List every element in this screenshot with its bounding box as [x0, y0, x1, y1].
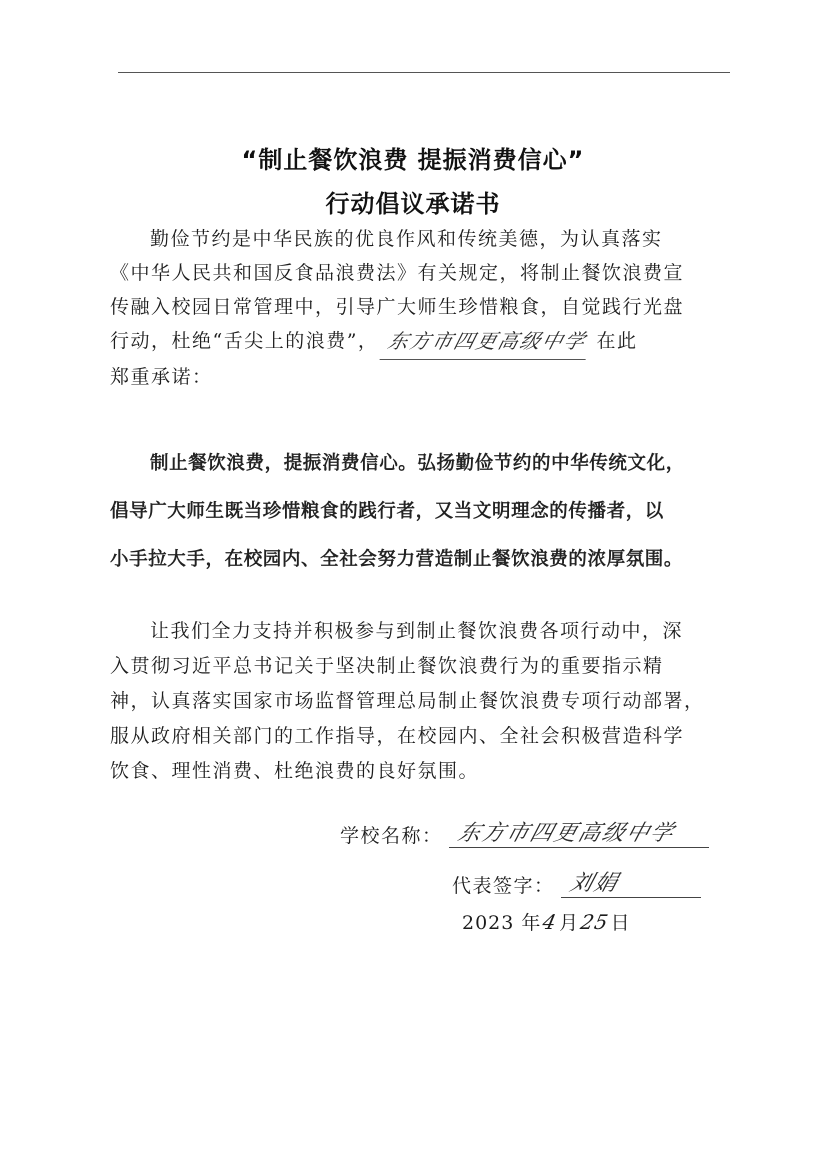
representative-row — [452, 866, 701, 898]
page-subtitle: 行动倡议承诺书 — [325, 190, 501, 218]
paragraph-line: 郑重承诺： — [110, 366, 213, 388]
top-rule — [118, 72, 730, 73]
paragraph-line — [110, 324, 720, 360]
school-name-row — [340, 816, 709, 848]
paragraph-call-to-action — [110, 614, 720, 789]
paragraph-line: 入贯彻习近平总书记关于坚决制止餐饮浪费行为的重要指示精 — [110, 655, 664, 677]
paragraph-line-end: 在此 — [596, 330, 638, 352]
paragraph-line: 小手拉大手，在校园内、全社会努力营造制止餐饮浪费的浓厚氛围。 — [110, 549, 684, 570]
date-row — [462, 908, 631, 935]
paragraph-line: 神，认真落实国家市场监督管理总局制止餐饮浪费专项行动部署， — [110, 690, 705, 712]
paragraph-line: 饮食、理性消费、杜绝浪费的良好氛围。 — [110, 760, 480, 782]
inline-school-signature — [384, 324, 590, 360]
page-title: “制止餐饮浪费 提振消费信心” — [241, 146, 585, 174]
date-month-unit: 月 — [559, 912, 580, 934]
paragraph-commitment — [110, 440, 720, 584]
handwritten-school-signature: 东方市四更高级中学 — [454, 821, 678, 846]
school-name-field — [449, 816, 709, 848]
date-month-handwritten: 4 — [540, 910, 560, 934]
date-day-handwritten: 25 — [578, 910, 612, 934]
handwritten-school-name: 东方市四更高级中学 — [380, 324, 595, 360]
school-name-label: 学校名称： — [340, 825, 443, 847]
date-year: 2023 年 — [462, 912, 542, 934]
paragraph-line: 制止餐饮浪费，提振消费信心。弘扬勤俭节约的中华传统文化， — [150, 453, 685, 474]
paragraph-line: 传融入校园日常管理中，引导广大师生珍惜粮食，自觉践行光盘 — [110, 296, 685, 318]
paragraph-line-start: 行动，杜绝“舌尖上的浪费”， — [110, 330, 379, 352]
paragraph-intro — [110, 222, 720, 394]
paragraph-line: 服从政府相关部门的工作指导，在校园内、全社会积极营造科学 — [110, 725, 685, 747]
paragraph-line: 勤俭节约是中华民族的优良作风和传统美德，为认真落实 — [150, 228, 663, 250]
paragraph-line: 让我们全力支持并积极参与到制止餐饮浪费各项行动中，深 — [150, 620, 684, 642]
representative-label: 代表签字： — [452, 875, 555, 897]
handwritten-representative-signature: 刘娟 — [566, 871, 622, 896]
date-day-unit: 日 — [610, 912, 631, 934]
representative-field — [561, 866, 701, 898]
paragraph-line: 倡导广大师生既当珍惜粮食的践行者，又当文明理念的传播者，以 — [110, 501, 664, 522]
paragraph-line: 《中华人民共和国反食品浪费法》有关规定，将制止餐饮浪费宣 — [110, 262, 685, 284]
